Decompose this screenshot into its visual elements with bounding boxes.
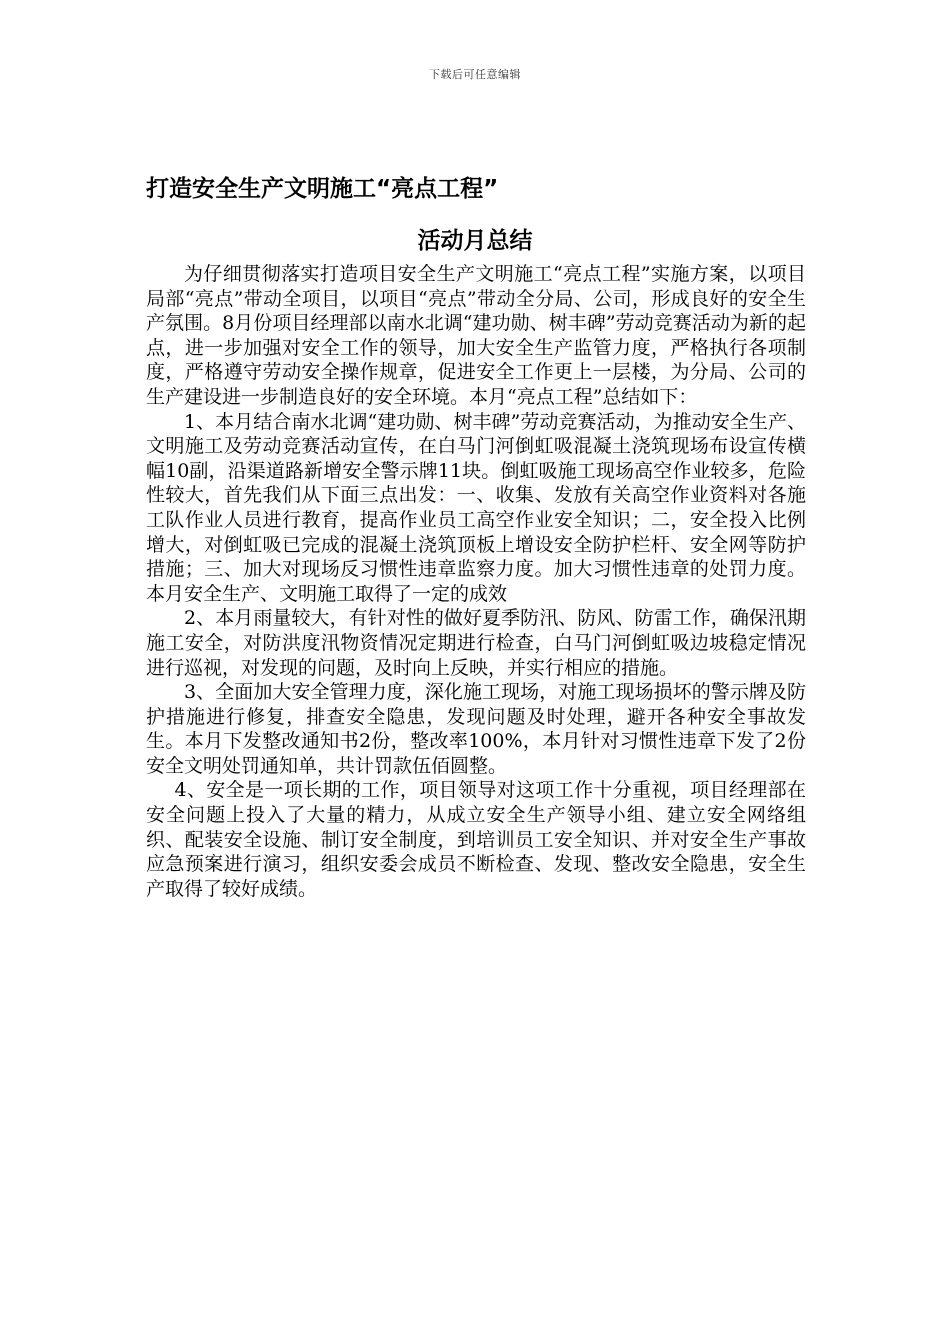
document-title-line-1: 打造安全生产文明施工“亮点工程”: [146, 176, 499, 202]
body-paragraph-intro: 为仔细贯彻落实打造项目安全生产文明施工“亮点工程”实施方案，以项目局部“亮点”带动全项目，以项目“亮点”带动全分局、公司，形成良好的安全生产氛围。8月份项目经理部以南水北调“建功勋、树丰碑”劳动竞赛活动为新的起点，进一步加强对安全工作的领导，加大安全生产监管力度，严格执行各项制度，严格遵守劳动安全操作规章，促进安全工作更上一层楼，为分局、公司的生产建设进一步制造良好的安全环境。本月“亮点工程”总结如下：: [146, 263, 806, 408]
document-title-line-2: 活动月总结: [417, 228, 533, 254]
body-paragraph-1: 1、本月结合南水北调“建功勋、树丰碑”劳动竞赛活动，为推动安全生产、文明施工及劳动竞赛活动宣传，在白马门河倒虹吸混凝土浇筑现场布设宣传横幅10副，沿渠道路新增安全警示牌11块。倒虹吸施工现场高空作业较多，危险性较大，首先我们从下面三点出发：一、收集、发放有关高空作业资料对各施工队作业人员进行教育，提高作业员工高空作业安全知识；二，安全投入比例增大，对倒虹吸已完成的混凝土浇筑顶板上增设安全防护栏杆、安全网等防护措施；三、加大对现场反习惯性违章监察力度。加大习惯性违章的处罚力度。本月安全生产、文明施工取得了一定的成效: [146, 410, 806, 605]
header-note: 下载后可任意编辑: [429, 68, 521, 81]
document-body: [146, 262, 806, 901]
body-paragraph-4: 4、安全是一项长期的工作，项目领导对这项工作十分重视，项目经理部在安全问题上投入了大量的精力，从成立安全生产领导小组、建立安全网络组织、配装安全设施、制订安全制度，到培训员工安全知识、并对安全生产事故应急预案进行演习，组织安委会成员不断检查、发现、整改安全隐患，安全生产取得了较好成绩。: [146, 779, 806, 900]
body-paragraph-3: 3、全面加大安全管理力度，深化施工现场，对施工现场损坏的警示牌及防护措施进行修复，排查安全隐患，发现问题及时处理，避开各种安全事故发生。本月下发整改通知书2份，整改率100%，本月针对习惯性违章下发了2份安全文明处罚通知单，共计罚款伍佰圆整。: [146, 681, 806, 777]
body-paragraph-2: 2、本月雨量较大，有针对性的做好夏季防汛、防风、防雷工作，确保汛期施工安全，对防洪度汛物资情况定期进行检查，白马门河倒虹吸边坡稳定情况进行巡视，对发现的问题，及时向上反映，并实行相应的措施。: [146, 607, 806, 679]
